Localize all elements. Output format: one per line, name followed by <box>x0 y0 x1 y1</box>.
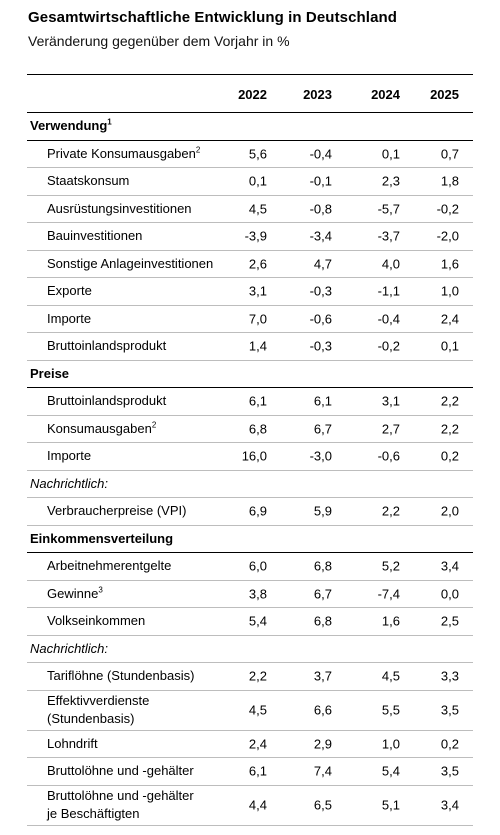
row-label-text: Bruttolöhne und -gehälter <box>47 763 194 779</box>
value-cell: 7,4 <box>313 763 332 779</box>
value-cell: 5,6 <box>248 146 267 162</box>
value-cell: 16,0 <box>241 448 267 464</box>
value-cell: 5,2 <box>381 558 400 574</box>
row-label-text: Arbeitnehmerentgelte <box>47 558 172 574</box>
table-header <box>27 75 473 113</box>
value-cell: 2,4 <box>440 311 459 327</box>
row-label-text: Preise <box>30 365 70 381</box>
value-cell: 3,4 <box>440 558 459 574</box>
value-cell: 2,2 <box>440 421 459 437</box>
row-label <box>47 282 92 300</box>
value-cell: 6,5 <box>313 797 332 813</box>
value-cell: -0,4 <box>377 311 400 327</box>
row-label <box>47 692 149 728</box>
table-body <box>27 113 473 826</box>
row-label <box>30 640 108 658</box>
value-cell: 0,2 <box>440 736 459 752</box>
row-label-text: Sonstige Anlageinvestitionen <box>47 255 214 271</box>
value-cell: -0,8 <box>309 201 332 217</box>
table-row <box>27 388 473 416</box>
row-label-text: Konsumausgaben <box>47 420 152 436</box>
value-cell: 6,9 <box>248 503 267 519</box>
note-row <box>27 471 473 499</box>
row-label <box>47 227 142 245</box>
value-cell: 6,8 <box>313 613 332 629</box>
value-cell: 6,7 <box>313 421 332 437</box>
table-row <box>27 581 473 609</box>
row-label-text: Tariflöhne (Stundenbasis) <box>47 668 195 684</box>
value-cell: 4,7 <box>313 256 332 272</box>
table-row <box>27 553 473 581</box>
row-label-text: Lohndrift <box>47 735 98 751</box>
value-cell: 3,8 <box>248 586 267 602</box>
value-cell: 2,3 <box>381 173 400 189</box>
value-cell: 6,1 <box>248 763 267 779</box>
value-cell: 1,6 <box>440 256 459 272</box>
value-cell: 5,5 <box>381 702 400 718</box>
value-cell: 3,7 <box>313 668 332 684</box>
value-cell: -7,4 <box>377 586 400 602</box>
value-cell: 4,5 <box>381 668 400 684</box>
value-cell: 1,0 <box>440 283 459 299</box>
row-label <box>47 557 171 575</box>
footnote-marker: 2 <box>195 145 201 155</box>
value-cell: -0,2 <box>436 201 459 217</box>
value-cell: 2,2 <box>440 393 459 409</box>
row-label-text: Bruttoinlandsprodukt <box>47 393 167 409</box>
table-row <box>27 443 473 471</box>
row-label-text: Einkommensverteilung <box>30 530 174 546</box>
row-label <box>30 530 173 548</box>
value-cell: -3,4 <box>309 228 332 244</box>
table-row <box>27 416 473 444</box>
value-cell: 4,5 <box>248 201 267 217</box>
year-header: 2025 <box>430 87 459 102</box>
value-cell: -5,7 <box>377 201 400 217</box>
value-cell: -0,2 <box>377 338 400 354</box>
value-cell: 6,8 <box>248 421 267 437</box>
value-cell: 0,1 <box>440 338 459 354</box>
value-cell: -2,0 <box>436 228 459 244</box>
row-label-text: Importe <box>47 310 92 326</box>
table-row <box>27 498 473 526</box>
table-row <box>27 663 473 691</box>
row-label-text: Gewinne <box>47 585 99 601</box>
table-row <box>27 786 473 826</box>
table-row <box>27 278 473 306</box>
footnote-marker: 2 <box>151 420 157 430</box>
row-label-text: Bruttolöhne und -gehälter <box>47 788 194 803</box>
row-label-text: Bauinvestitionen <box>47 228 143 244</box>
value-cell: 1,0 <box>381 736 400 752</box>
value-cell: 3,1 <box>248 283 267 299</box>
table-row <box>27 306 473 334</box>
row-label-text: Ausrüstungsinvestitionen <box>47 200 192 216</box>
value-cell: 6,1 <box>248 393 267 409</box>
value-cell: 5,4 <box>381 763 400 779</box>
value-cell: -3,7 <box>377 228 400 244</box>
value-cell: 4,5 <box>248 702 267 718</box>
row-label <box>47 502 186 520</box>
value-cell: 6,7 <box>313 586 332 602</box>
table-row <box>27 608 473 636</box>
value-cell: 5,9 <box>313 503 332 519</box>
value-cell: 2,2 <box>248 668 267 684</box>
value-cell: 1,4 <box>248 338 267 354</box>
value-cell: 2,2 <box>381 503 400 519</box>
value-cell: 3,5 <box>440 702 459 718</box>
row-label <box>47 310 91 328</box>
value-cell: 2,7 <box>381 421 400 437</box>
row-label <box>47 255 213 273</box>
note-row <box>27 636 473 664</box>
value-cell: 2,5 <box>440 613 459 629</box>
value-cell: 4,0 <box>381 256 400 272</box>
value-cell: -3,0 <box>309 448 332 464</box>
table-row <box>27 251 473 279</box>
section-header-row <box>27 361 473 389</box>
value-cell: 3,5 <box>440 763 459 779</box>
footnote-marker: 3 <box>98 585 103 595</box>
row-label <box>47 392 166 410</box>
value-cell: 7,0 <box>248 311 267 327</box>
value-cell: 0,0 <box>440 586 459 602</box>
row-label <box>47 172 129 190</box>
row-label-text: Importe <box>47 448 92 464</box>
value-cell: -0,3 <box>309 283 332 299</box>
row-label <box>47 735 98 753</box>
row-label <box>47 667 194 685</box>
table-subtitle: Veränderung gegenüber dem Vorjahr in % <box>28 33 290 49</box>
row-label <box>47 612 145 630</box>
value-cell: 3,4 <box>440 797 459 813</box>
value-cell: 0,2 <box>440 448 459 464</box>
row-label <box>47 200 192 218</box>
value-cell: 2,6 <box>248 256 267 272</box>
row-label-text-line2: (Stundenbasis) <box>47 711 135 726</box>
row-label <box>47 585 103 603</box>
table-row <box>27 168 473 196</box>
value-cell: 0,7 <box>440 146 459 162</box>
row-label-text: Effektivverdienste <box>47 693 150 708</box>
row-label <box>47 420 156 438</box>
value-cell: 6,6 <box>313 702 332 718</box>
section-header-row <box>27 526 473 554</box>
table-row <box>27 758 473 786</box>
data-table <box>27 74 473 826</box>
value-cell: 0,1 <box>381 146 400 162</box>
row-label <box>47 787 194 823</box>
value-cell: 1,8 <box>440 173 459 189</box>
row-label-text: Nachrichtlich: <box>30 475 109 491</box>
value-cell: 6,8 <box>313 558 332 574</box>
row-label <box>47 762 194 780</box>
value-cell: 6,0 <box>248 558 267 574</box>
table-row <box>27 196 473 224</box>
table-title: Gesamtwirtschaftliche Entwicklung in Deutschland <box>28 9 398 26</box>
row-label-text-line2: je Beschäftigten <box>47 806 140 821</box>
row-label-text: Volkseinkommen <box>47 613 146 629</box>
table-row <box>27 223 473 251</box>
value-cell: -0,6 <box>309 311 332 327</box>
table-row <box>27 731 473 759</box>
value-cell: 1,6 <box>381 613 400 629</box>
value-cell: 0,1 <box>248 173 267 189</box>
row-label-text: Staatskonsum <box>47 173 130 189</box>
table-row <box>27 691 473 731</box>
row-label-text: Exporte <box>47 283 92 299</box>
table-row <box>27 141 473 169</box>
value-cell: 3,3 <box>440 668 459 684</box>
row-label-text: Bruttoinlandsprodukt <box>47 338 167 354</box>
row-label-text: Nachrichtlich: <box>30 640 109 656</box>
value-cell: 5,4 <box>248 613 267 629</box>
value-cell: -0,4 <box>309 146 332 162</box>
value-cell: 3,1 <box>381 393 400 409</box>
row-label <box>47 447 91 465</box>
value-cell: -1,1 <box>377 283 400 299</box>
value-cell: 5,1 <box>381 797 400 813</box>
row-label <box>30 475 108 493</box>
value-cell: -0,3 <box>309 338 332 354</box>
row-label-text: Verbraucherpreise (VPI) <box>47 503 187 519</box>
year-header: 2022 <box>238 87 267 102</box>
value-cell: -0,1 <box>309 173 332 189</box>
row-label <box>30 117 112 135</box>
section-header-row <box>27 113 473 141</box>
value-cell: 2,0 <box>440 503 459 519</box>
value-cell: 4,4 <box>248 797 267 813</box>
row-label-text: Verwendung <box>30 118 108 134</box>
value-cell: -0,6 <box>377 448 400 464</box>
row-label <box>47 337 166 355</box>
footnote-marker: 1 <box>107 117 112 127</box>
year-header: 2023 <box>303 87 332 102</box>
row-label <box>30 365 69 383</box>
row-label <box>47 145 200 163</box>
year-header: 2024 <box>371 87 400 102</box>
value-cell: 2,9 <box>313 736 332 752</box>
value-cell: 6,1 <box>313 393 332 409</box>
table-row <box>27 333 473 361</box>
row-label-text: Private Konsumausgaben <box>47 145 196 161</box>
value-cell: -3,9 <box>244 228 267 244</box>
value-cell: 2,4 <box>248 736 267 752</box>
